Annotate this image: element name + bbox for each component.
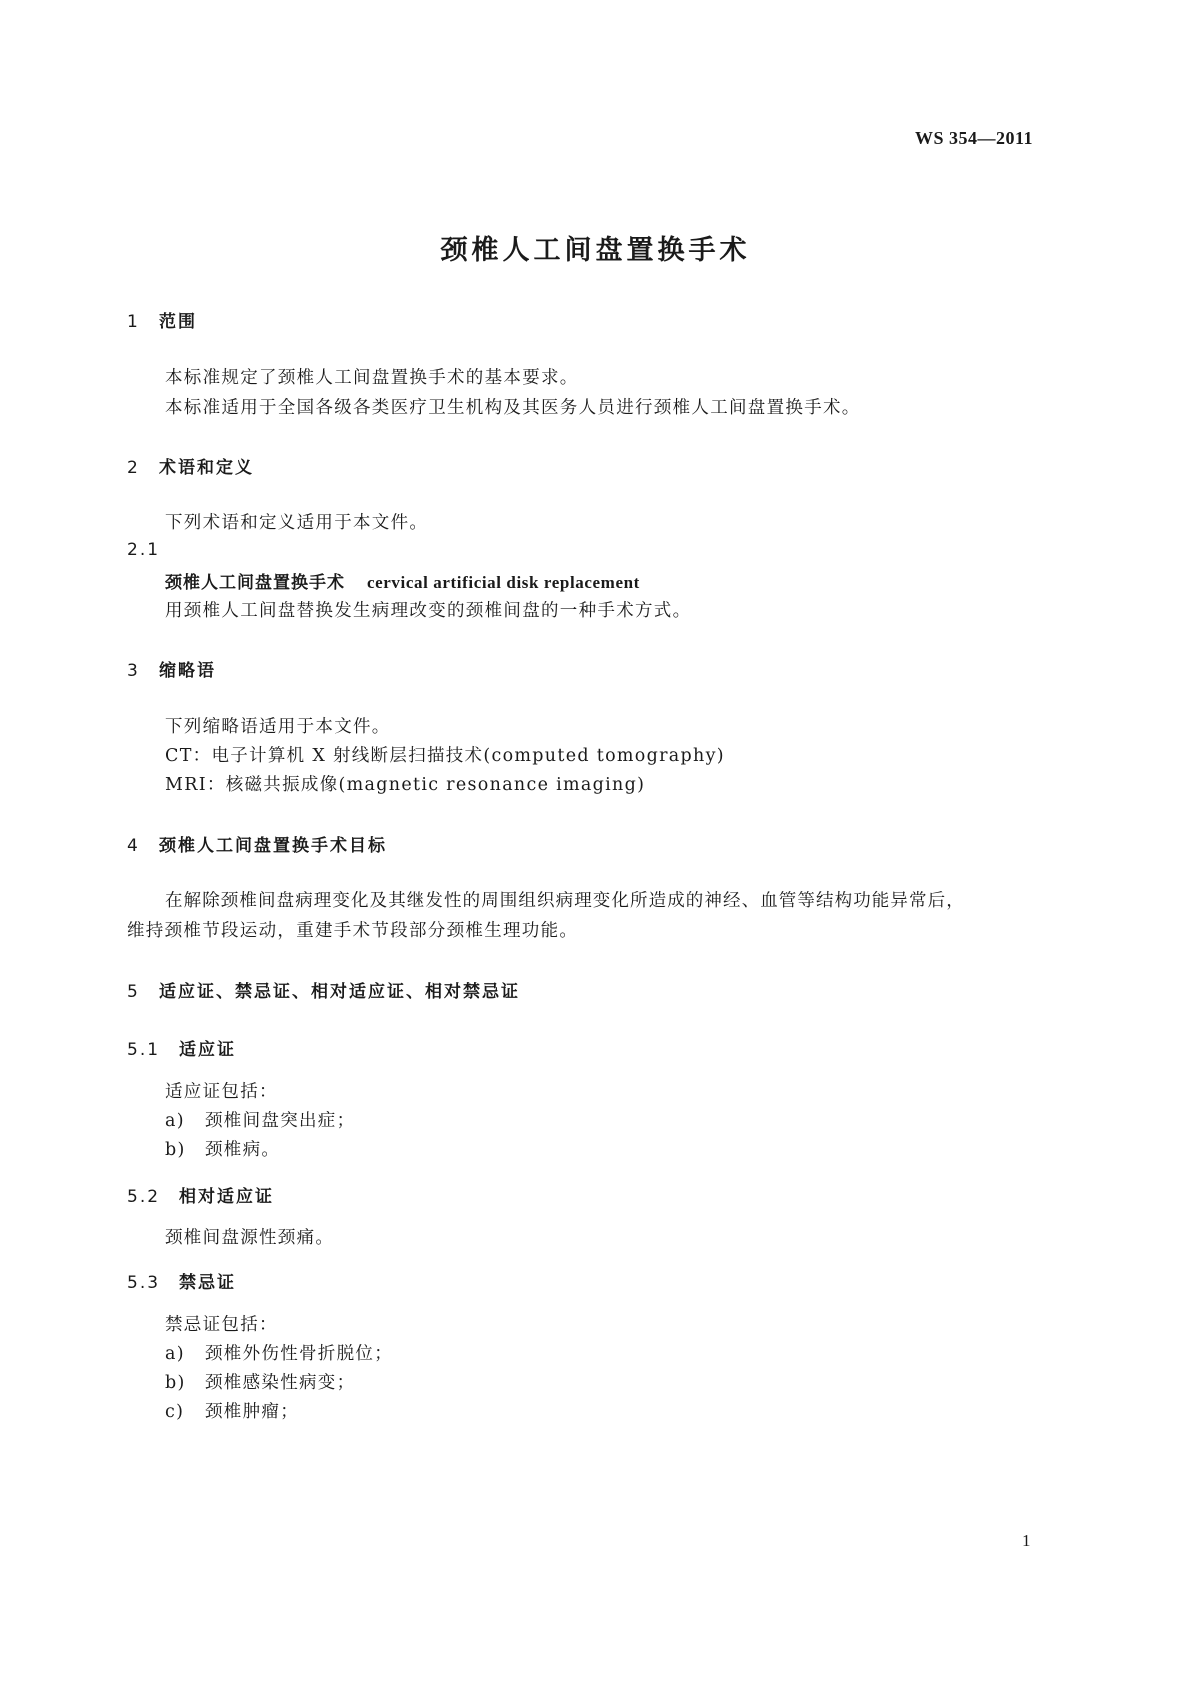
section-title: 适应证 [179,1040,236,1060]
term-definition: 用颈椎人工间盘替换发生病理改变的颈椎间盘的一种手术方式。 [165,601,692,621]
section-4-heading [127,831,387,856]
document-title: 颈椎人工间盘置换手术 [440,235,751,266]
term-entry [165,568,640,593]
section-number: 4 [127,836,140,856]
list-item [165,1369,355,1394]
list-text: 颈椎感染性病变； [205,1373,356,1393]
paragraph-line: 维持颈椎节段运动，重建手术节段部分颈椎生理功能。 [127,921,579,941]
list-item [165,1107,355,1132]
list-item [165,1136,280,1161]
section-5-2-heading [127,1182,274,1207]
section-number: 5.2 [127,1187,161,1207]
section-number: 3 [127,661,140,681]
subsection-number: 2.1 [127,540,161,560]
standard-number: WS 354—2011 [915,128,1034,148]
section-1-heading [127,307,197,332]
paragraph: 本标准适用于全国各级各类医疗卫生机构及其医务人员进行颈椎人工间盘置换手术。 [165,398,861,418]
section-5-heading [127,977,520,1002]
list-label: a) [165,1344,185,1364]
paragraph: 下列缩略语适用于本文件。 [165,717,391,737]
paragraph-line: 在解除颈椎间盘病理变化及其继发性的周围组织病理变化所造成的神经、血管等结构功能异常后， [165,891,965,911]
section-number: 1 [127,312,140,332]
list-label: c) [165,1402,185,1422]
section-2-heading [127,453,254,478]
section-number: 5.1 [127,1040,161,1060]
list-text: 颈椎外伤性骨折脱位； [205,1344,393,1364]
list-label: b) [165,1373,186,1393]
page-number: 1 [1022,1531,1031,1550]
paragraph: 下列术语和定义适用于本文件。 [165,513,429,533]
paragraph: 禁忌证包括： [165,1315,278,1335]
list-label: a) [165,1111,185,1131]
term-chinese: 颈椎人工间盘置换手术 [165,573,345,593]
section-title: 相对适应证 [179,1187,274,1207]
list-item [165,1398,299,1423]
list-text: 颈椎间盘突出症； [205,1111,356,1131]
section-number: 5.3 [127,1273,161,1293]
section-title: 范围 [159,312,197,332]
section-title: 适应证、禁忌证、相对适应证、相对禁忌证 [159,982,520,1002]
list-text: 颈椎肿瘤； [205,1402,299,1422]
paragraph: 适应证包括： [165,1082,278,1102]
section-number: 2 [127,458,140,478]
section-title: 缩略语 [159,661,216,681]
list-label: b) [165,1140,186,1160]
abbreviation-item: MRI：核磁共振成像(magnetic resonance imaging) [165,775,646,795]
section-5-3-heading [127,1268,236,1293]
abbreviation-item: CT：电子计算机 X 射线断层扫描技术(computed tomography) [165,746,725,766]
term-english: cervical artificial disk replacement [367,573,640,592]
list-item [165,1340,393,1365]
section-title: 术语和定义 [159,458,254,478]
paragraph: 本标准规定了颈椎人工间盘置换手术的基本要求。 [165,368,579,388]
section-number: 5 [127,982,140,1002]
section-title: 禁忌证 [179,1273,236,1293]
list-text: 颈椎病。 [205,1140,281,1160]
paragraph: 颈椎间盘源性颈痛。 [165,1228,335,1248]
section-5-1-heading [127,1035,236,1060]
section-3-heading [127,656,216,681]
section-title: 颈椎人工间盘置换手术目标 [159,836,387,856]
